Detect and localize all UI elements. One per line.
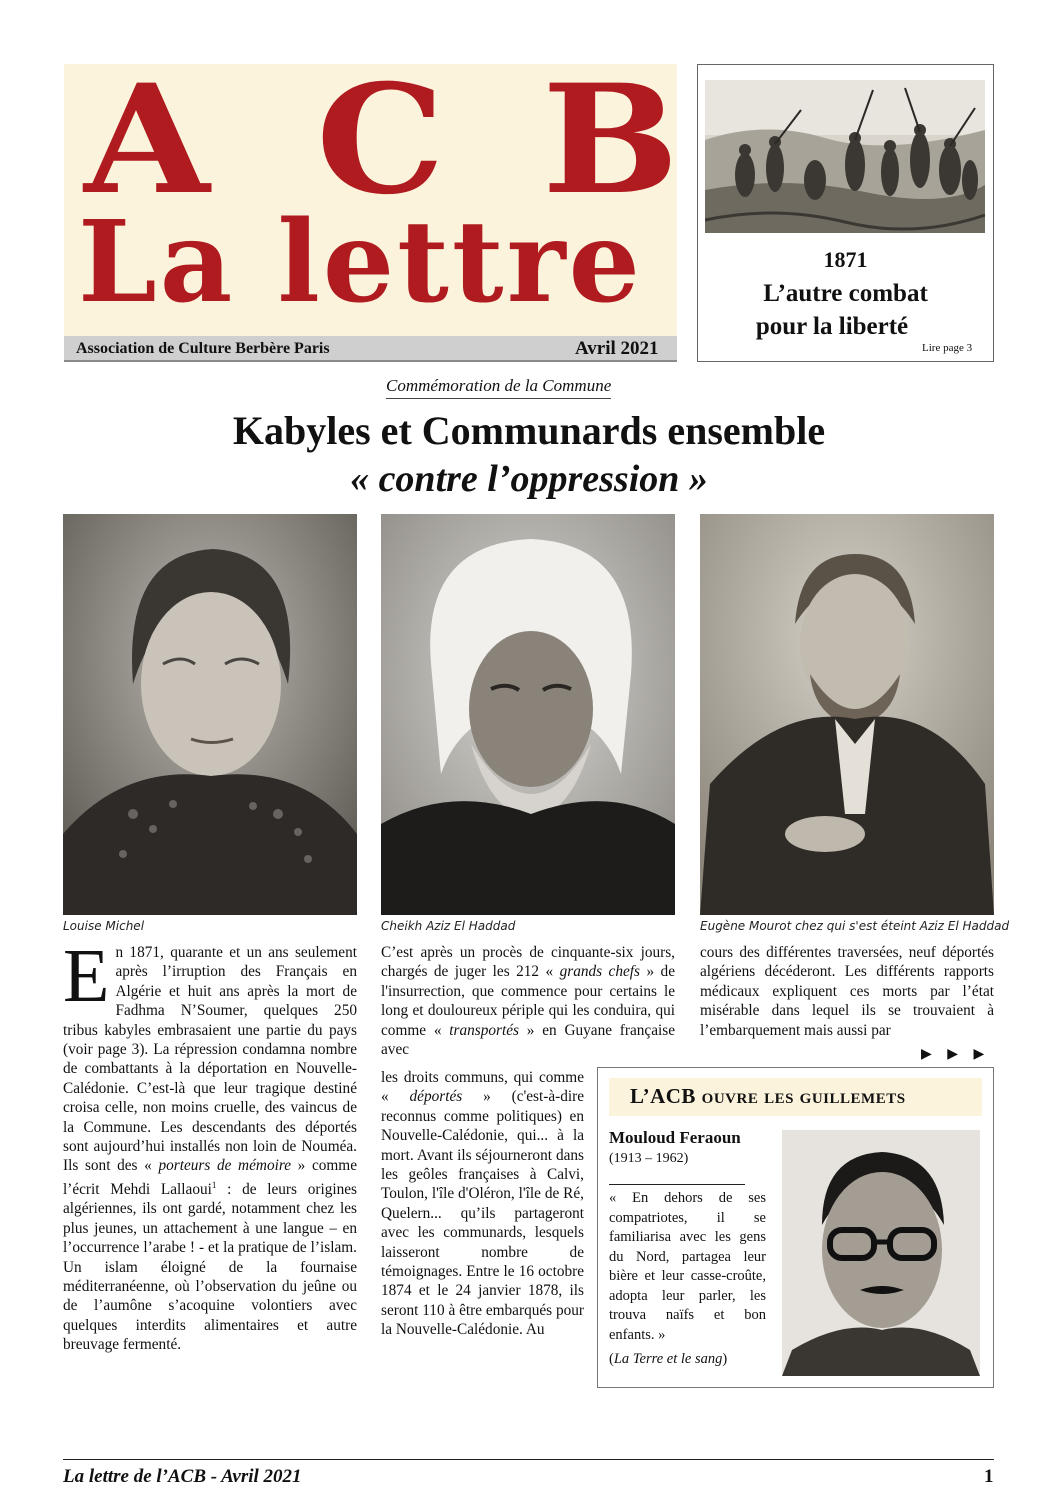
col1-text-c: » comme l’écrit Mehdi Lallaoui bbox=[63, 1157, 357, 1198]
quote-divider bbox=[609, 1184, 745, 1185]
col2-text-h: » (c'est-à-dire reconnus comme politiques) en Nouvelle-Calédonie, qui... à la mort. Avant ils séjourneront dans les geôles françaises à Calvi, Toulon, l'île d'Oléron, l'île de Ré, Quelern... qu’ils partageront avec les communards, lesquels laisseront nombre de témoignages. Entre le 16 octobre 1874 et le 24 janvier 1878, ils seront 110 à être embarqués pour la Nouvelle-Calédonie. Au bbox=[381, 1088, 584, 1339]
col1-text-d: : de leurs origines algériennes, ils ont gardé, notamment chez les plus jeunes, un attachement à une langue – en l’occurrence l’arabe ! - et la pratique de l’islam. Un islam éloigné de la fournaise méditerranéenne, où l’observation du jeûne ou de l’aumône s’acoquine volontiers avec quelques interdits alimentaires et autre breuvage fermenté. bbox=[63, 1180, 357, 1354]
col2-text-f: les droits communs, qui comme « bbox=[381, 1069, 584, 1106]
cheikh-aziz-el-haddad-portrait bbox=[381, 514, 675, 915]
col2-text-grands-chefs: grands chefs bbox=[559, 963, 640, 981]
col2-text-deportes: déportés bbox=[409, 1088, 463, 1106]
logo-letter-a: A bbox=[84, 52, 210, 228]
teaser-title-line1: L’autre combat bbox=[763, 280, 928, 307]
quote-author-dates: (1913 – 1962) bbox=[609, 1151, 689, 1166]
drop-cap: E bbox=[63, 934, 110, 1018]
logo-letter-b: B bbox=[542, 52, 679, 228]
article-subhead: « contre l’oppression » bbox=[350, 458, 708, 500]
caption-eugene-mourot: Eugène Mourot chez qui s'est éteint Aziz El Haddad bbox=[700, 919, 1010, 933]
article-headline: Kabyles et Communards ensemble bbox=[232, 408, 826, 453]
col2-text-c: » de l'insurrection, que commence pour certains le long et douloureux périple qui les conduira, qui comme « bbox=[381, 963, 675, 1039]
footer-title: La lettre de l’ACB - Avril 2021 bbox=[63, 1466, 302, 1487]
issue-date: Avril 2021 bbox=[575, 338, 659, 359]
col2-text-a: C’est après un procès de cinquante-six jours, chargés de juger les 212 « bbox=[381, 944, 675, 981]
col2-text-transportes: transportés bbox=[449, 1021, 519, 1039]
teaser-page-link[interactable]: Lire page 3 bbox=[922, 342, 973, 354]
article-column-2-narrow bbox=[381, 1068, 584, 1340]
caption-aziz-el-haddad: Cheikh Aziz El Haddad bbox=[381, 919, 516, 933]
quote-source-title: La Terre et le sang bbox=[613, 1351, 723, 1367]
page-number: 1 bbox=[984, 1466, 994, 1487]
louise-michel-portrait bbox=[63, 514, 357, 915]
continue-arrows-icon: ▶ ▶ ▶ bbox=[921, 1047, 991, 1062]
caption-louise-michel: Louise Michel bbox=[63, 919, 145, 933]
col1-text-italic: porteurs de mémoire bbox=[158, 1157, 292, 1175]
association-name: Association de Culture Berbère Paris bbox=[76, 340, 330, 357]
article-column-3: cours des différentes traversées, neuf déportés algériens décéderont. Les différents rapports médicaux expliquent ces morts par l’état misérable dans lequel ils se trouvaient à l’embarquement mais aussi par bbox=[700, 944, 994, 1039]
logo-letter-c: C bbox=[316, 52, 445, 228]
quote-source bbox=[609, 1351, 727, 1368]
col1-text-a: n 1871, quarante et un ans seulement après l’irruption des Français en Algérie et huit ans après la mort de Fadhma N’Soumer, quelques 250 tribus kabyles embrasaient une partie du pays (voir page 3). La répression condamna nombre de combattants à la déportation en Nouvelle-Calédonie. C’est-là que leur tragique destiné croisa celle, non moins cruelle, des vaincus de la Commune. Les descendants des déportés sont aujourd’hui installés non loin de Nouméa. Ils sont des « bbox=[63, 944, 357, 1175]
footnote-marker: 1 bbox=[211, 1179, 217, 1190]
masthead-logo-acb bbox=[64, 52, 679, 228]
teaser-year: 1871 bbox=[823, 247, 868, 272]
quote-text: « En dehors de ses compatriotes, il se familiarisa avec les gens du Nord, partagea leur bière et leur casse-croûte, adopta leur parler, les trouva naïfs et bon enfants. » bbox=[609, 1190, 766, 1343]
teaser-title-line2: pour la liberté bbox=[755, 313, 909, 340]
article-kicker: Commémoration de la Commune bbox=[386, 376, 611, 399]
masthead-subtitle: La lettre bbox=[78, 197, 643, 328]
battle-engraving-image bbox=[705, 80, 985, 233]
quote-author-name: Mouloud Feraoun bbox=[609, 1128, 741, 1147]
article-column-1 bbox=[63, 934, 357, 1355]
footer-rule bbox=[63, 1459, 994, 1460]
col2-text-e: » en Guyane française avec bbox=[381, 1021, 675, 1059]
quote-box-title: L’ACB ouvre les guillemets bbox=[630, 1084, 906, 1108]
quote-source-close: ) bbox=[722, 1351, 728, 1367]
mouloud-feraoun-portrait bbox=[782, 1130, 980, 1376]
article-column-2-top bbox=[381, 943, 675, 1059]
eugene-mourot-portrait bbox=[700, 514, 994, 915]
quote-source-open: ( bbox=[609, 1351, 614, 1367]
